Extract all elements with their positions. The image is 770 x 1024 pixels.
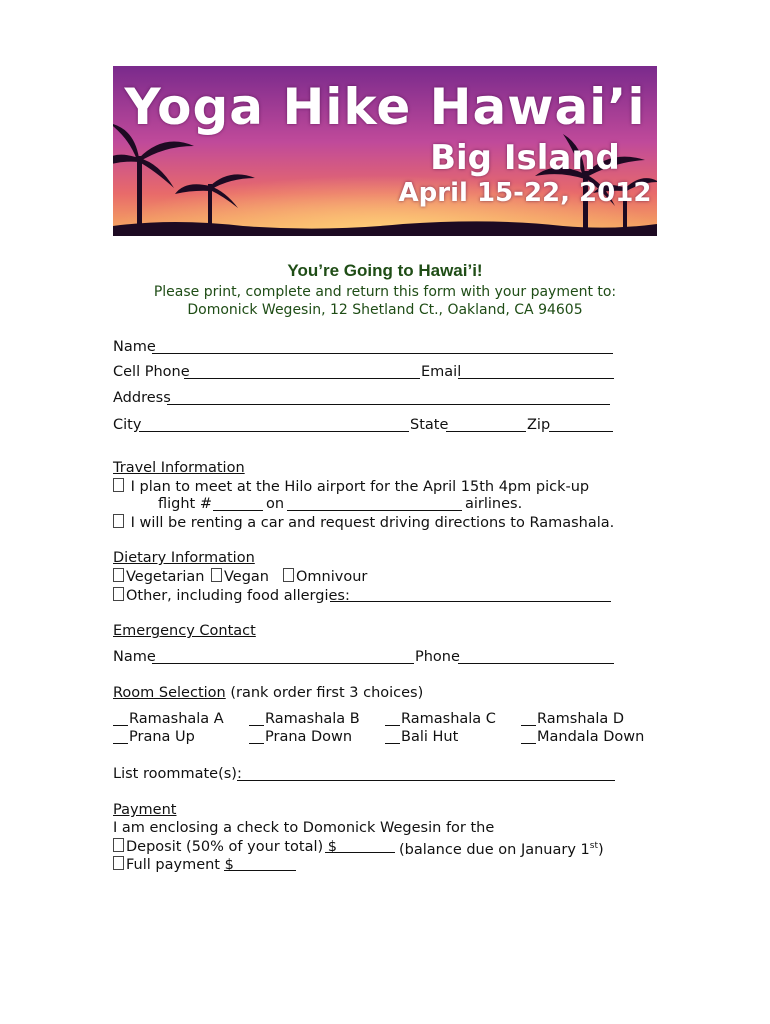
zip-label: Zip [527, 417, 551, 433]
diet-other-label: Other, including food allergies: [126, 588, 350, 604]
email-label: Email [421, 364, 462, 380]
cell-phone-field[interactable] [184, 378, 420, 379]
zip-field[interactable] [549, 431, 613, 432]
room-prana-up: Prana Up [129, 729, 195, 745]
balance-note-sup: st [589, 841, 598, 851]
name-label: Name [113, 339, 156, 355]
city-label: City [113, 417, 142, 433]
diet-vegetarian-label: Vegetarian [126, 569, 205, 585]
emergency-phone-field[interactable] [458, 663, 614, 664]
room-ramashala-c: Ramashala C [401, 711, 496, 727]
checkbox-full-payment[interactable] [113, 856, 124, 870]
flight-label: flight # [158, 496, 212, 512]
balance-note-end: ) [597, 841, 604, 858]
room-heading-text: Room Selection [113, 685, 226, 701]
payment-deposit-label: Deposit (50% of your total) $ [126, 839, 337, 855]
room-rank-field[interactable] [113, 743, 128, 744]
room-rank-field[interactable] [521, 743, 536, 744]
diet-vegetarian[interactable] [113, 568, 204, 586]
checkbox-omnivour[interactable] [283, 568, 294, 582]
diet-omnivour[interactable] [283, 568, 367, 586]
state-field[interactable] [446, 431, 526, 432]
room-rank-field[interactable] [521, 725, 536, 726]
room-mandala-down: Mandala Down [537, 729, 645, 745]
airlines-label: airlines. [465, 496, 523, 512]
room-bali-hut: Bali Hut [401, 729, 459, 745]
emergency-name-label: Name [113, 649, 156, 665]
emergency-phone-label: Phone [415, 649, 460, 665]
payment-full-label: Full payment $ [126, 857, 234, 873]
address-field[interactable] [167, 404, 610, 405]
travel-heading: Travel Information [113, 460, 245, 476]
roommates-label: List roommate(s): [113, 766, 242, 782]
header-banner [113, 66, 657, 236]
payment-deposit[interactable] [113, 838, 337, 856]
banner-title: Yoga Hike Hawai’i [124, 78, 646, 136]
checkbox-airport-pickup[interactable] [113, 478, 124, 492]
payment-full[interactable] [113, 856, 234, 874]
room-heading-note: (rank order first 3 choices) [230, 685, 424, 701]
banner-location: Big Island [430, 138, 620, 178]
checkbox-vegetarian[interactable] [113, 568, 124, 582]
flight-on-label: on [266, 496, 285, 512]
checkbox-vegan[interactable] [211, 568, 222, 582]
email-field[interactable] [458, 378, 614, 379]
room-rank-field[interactable] [385, 725, 400, 726]
banner-dates: April 15-22, 2012 [398, 178, 652, 208]
diet-vegan[interactable] [211, 568, 269, 586]
deposit-amount-field[interactable] [325, 852, 395, 853]
travel-option-car-label: I will be renting a car and request driving directions to Ramashala. [130, 515, 615, 531]
payment-intro: I am enclosing a check to Domonick Wegesin for the [113, 820, 495, 836]
diet-omnivour-label: Omnivour [296, 569, 368, 585]
emergency-heading: Emergency Contact [113, 623, 256, 639]
cell-phone-label: Cell Phone [113, 364, 190, 380]
mailing-address: Domonick Wegesin, 12 Shetland Ct., Oakland, CA 94605 [187, 302, 583, 318]
city-field[interactable] [139, 431, 409, 432]
emergency-name-field[interactable] [152, 663, 414, 664]
airline-field[interactable] [287, 510, 462, 511]
balance-note [399, 838, 604, 859]
travel-option-airport-label: I plan to meet at the Hilo airport for the April 15th 4pm pick-up [130, 479, 590, 495]
room-rank-field[interactable] [385, 743, 400, 744]
flight-number-field[interactable] [213, 510, 263, 511]
instructions-line-1: Please print, complete and return this form with your payment to: [153, 284, 617, 300]
balance-note-text: (balance due on January 1 [399, 841, 590, 858]
name-field[interactable] [152, 353, 613, 354]
room-rank-field[interactable] [249, 725, 264, 726]
room-ramashala-b: Ramashala B [265, 711, 360, 727]
diet-other[interactable] [113, 587, 350, 605]
checkbox-other[interactable] [113, 587, 124, 601]
room-selection-heading [113, 685, 423, 702]
allergies-field[interactable] [330, 601, 611, 602]
room-rank-field[interactable] [113, 725, 128, 726]
checkbox-rental-car[interactable] [113, 514, 124, 528]
room-prana-down: Prana Down [265, 729, 353, 745]
room-ramashala-a: Ramashala A [129, 711, 224, 727]
state-label: State [410, 417, 449, 433]
dietary-heading: Dietary Information [113, 550, 255, 566]
room-rank-field[interactable] [249, 743, 264, 744]
room-ramshala-d: Ramshala D [537, 711, 625, 727]
checkbox-deposit[interactable] [113, 838, 124, 852]
full-payment-amount-field[interactable] [224, 870, 296, 871]
roommates-field[interactable] [237, 780, 615, 781]
page-title: You’re Going to Hawai’i! [287, 261, 483, 280]
travel-option-airport[interactable] [113, 478, 589, 496]
diet-vegan-label: Vegan [224, 569, 269, 585]
travel-option-car[interactable] [113, 514, 614, 532]
address-label: Address [113, 390, 171, 406]
payment-heading: Payment [113, 802, 177, 818]
